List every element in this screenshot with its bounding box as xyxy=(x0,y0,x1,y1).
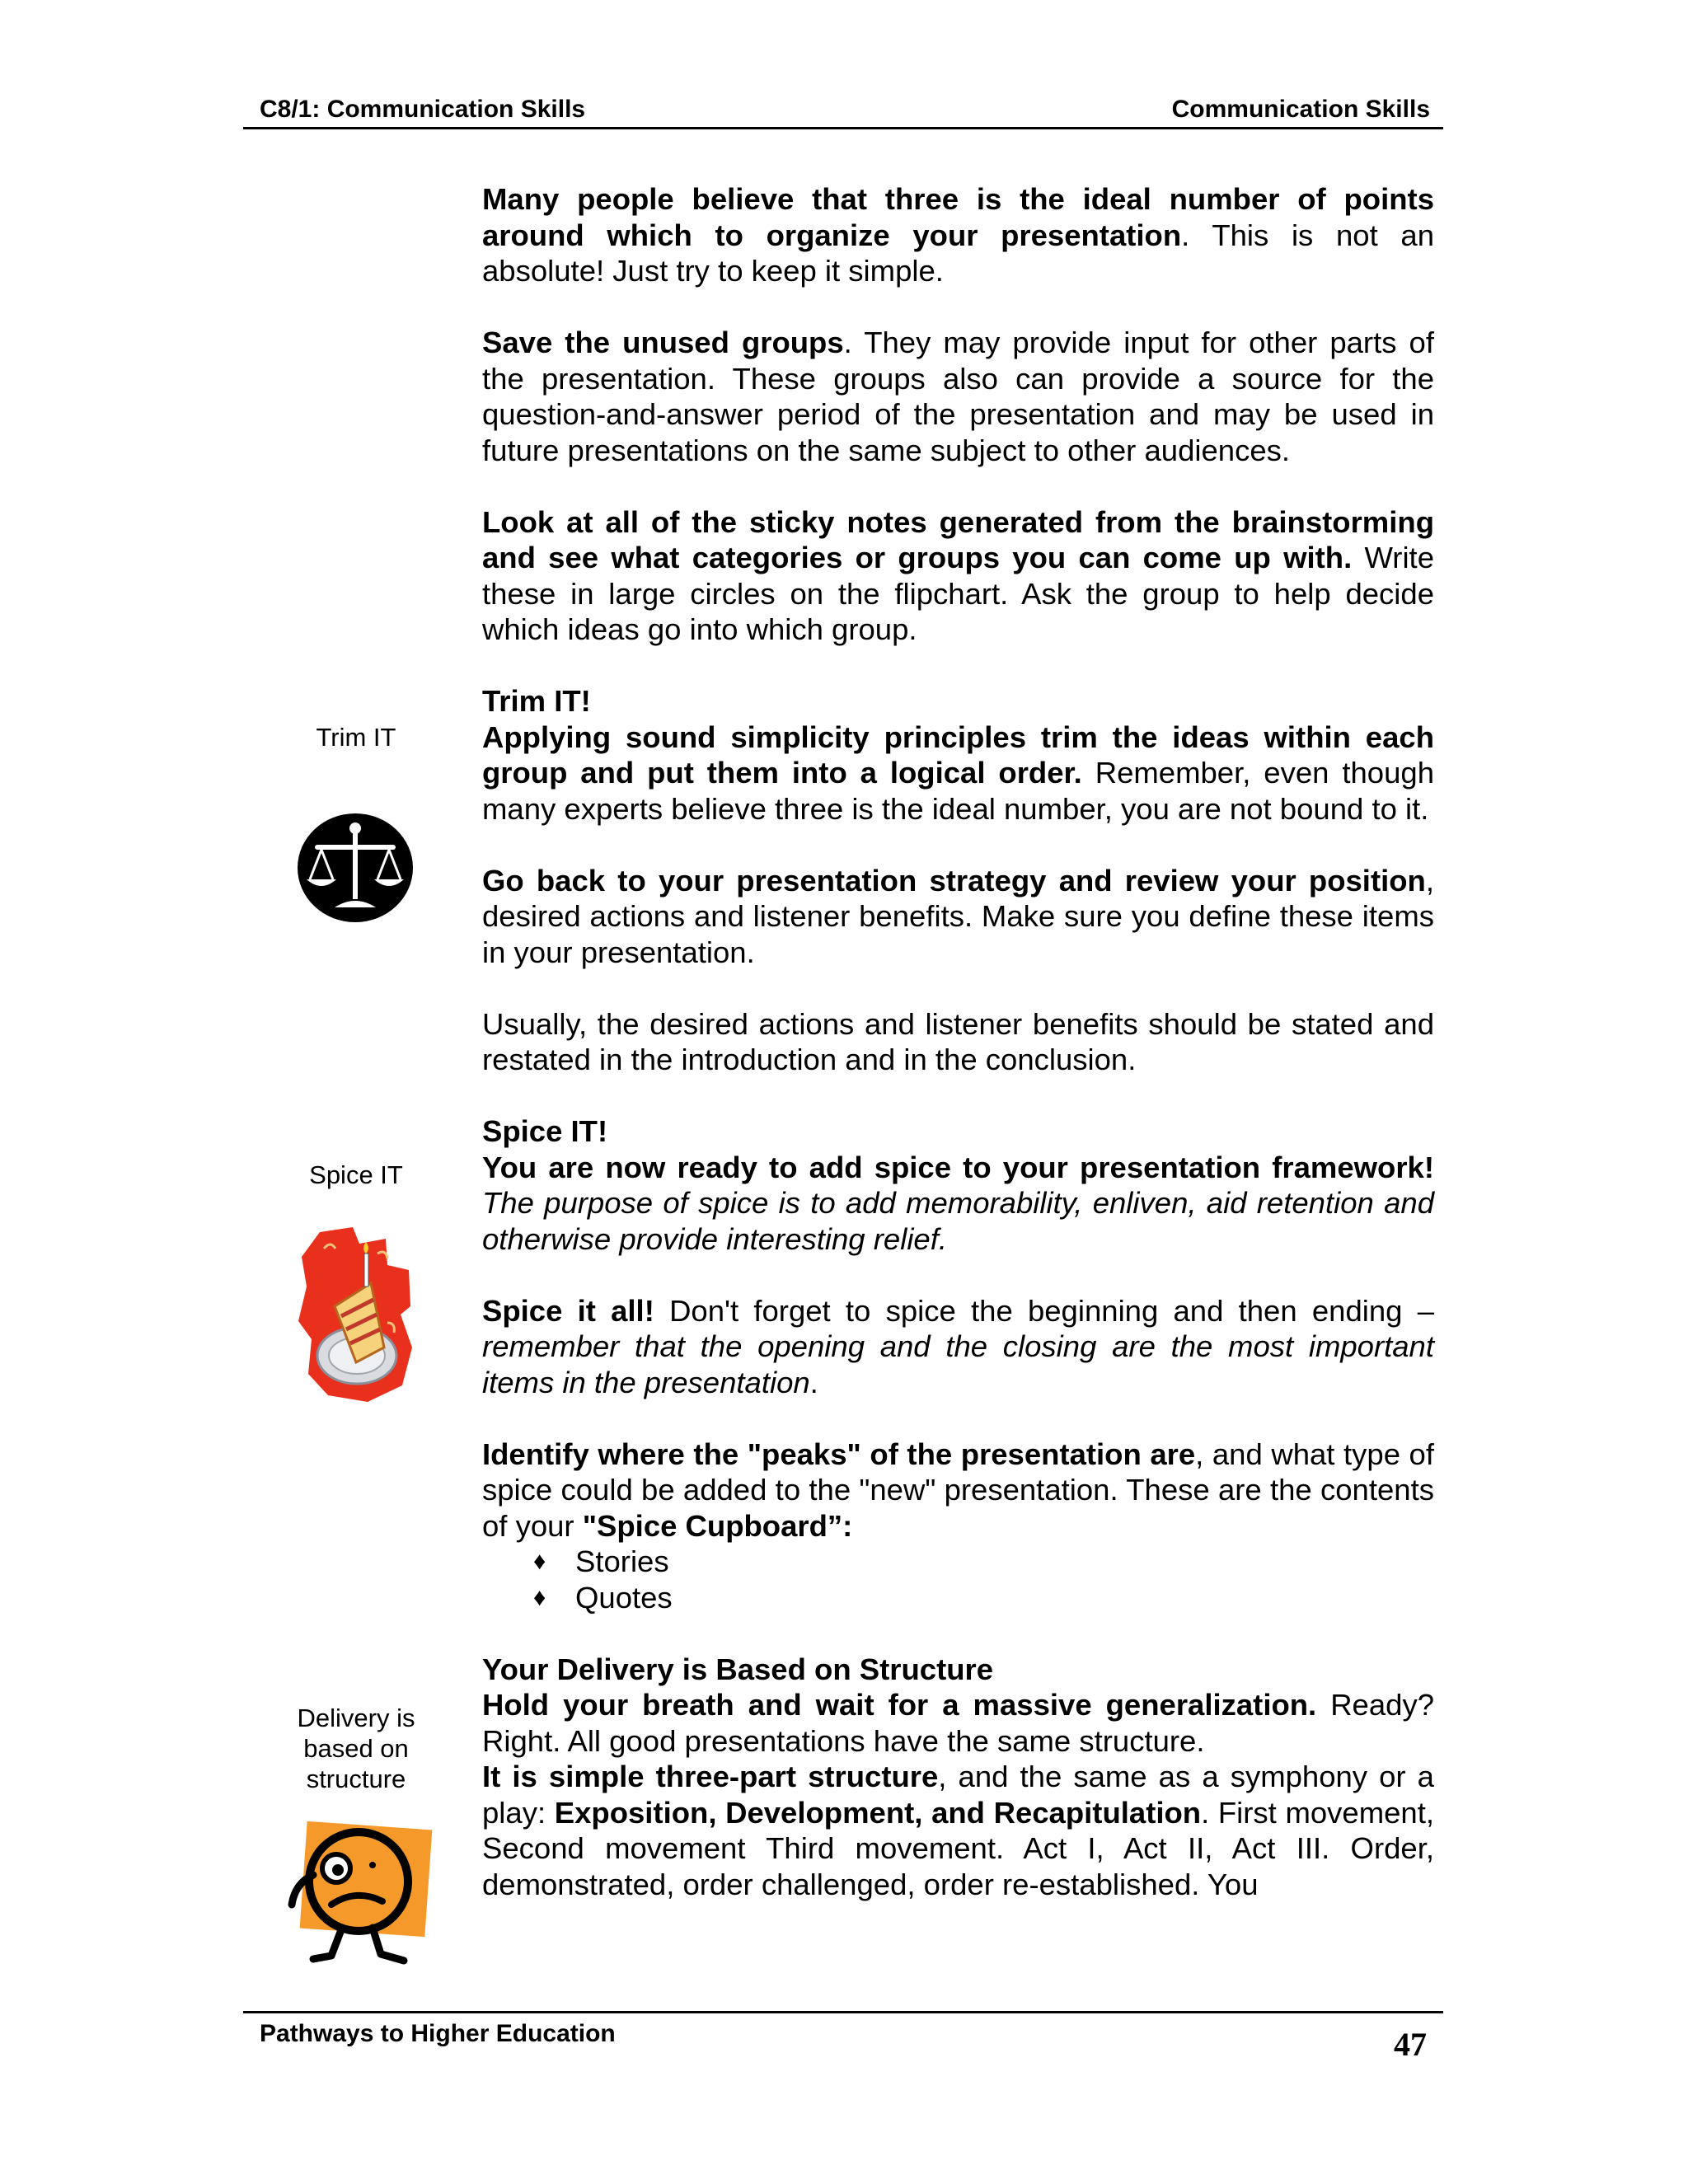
balance-scale-icon xyxy=(297,812,414,927)
worried-face-character-icon xyxy=(280,1817,437,1974)
sidebar-spice-label: Spice IT xyxy=(309,1160,403,1189)
paragraph-sticky-notes: Look at all of the sticky notes generated from the brainstorming and see what categories or groups you can come up with. Write these in large circles on the flipchart. Ask the group to help decide which ideas go into which group. xyxy=(482,504,1434,646)
paragraph-strategy: Go back to your presentation strategy and review your position, desired actions and listener benefits. Make sure you define these items in your presentation. xyxy=(482,863,1434,969)
paragraph-three-part-structure: It is simple three-part structure, and the same as a symphony or a play: Exposition, Development, and Recapitulation. First movement, Second movement Third movement. Act I, Act II, Act III. Order, demonstrated, order challenged, order re-established. You xyxy=(482,1760,1434,1901)
heading-delivery-structure: Your Delivery is Based on Structure xyxy=(482,1652,994,1686)
list-item: ♦ Quotes xyxy=(533,1580,673,1615)
paragraph-simplicity: Applying sound simplicity principles trim the ideas within each group and put them into a logical order. Remember, even though many experts believe three is the ideal number, you are not bound to it. xyxy=(482,719,1434,826)
heading-trim-it: Trim IT! xyxy=(482,684,591,718)
paragraph-generalization: Hold your breath and wait for a massive generalization. Ready? Right. All good presentations have the same structure. xyxy=(482,1688,1435,1758)
spice-cupboard-list xyxy=(482,1544,1434,1615)
main-content xyxy=(482,181,1434,1902)
list-item: ♦ Stories xyxy=(533,1544,669,1578)
diamond-bullet-icon: ♦ xyxy=(533,1583,546,1611)
page-footer xyxy=(243,2011,1443,2071)
paragraph-three-points: Many people believe that three is the ideal number of points around which to organize your presentation. This is not an absolute! Just try to keep it simple. xyxy=(482,182,1434,288)
header-course-code: C8/1: Communication Skills xyxy=(260,96,586,123)
paragraph-spice-all: Spice it all! Don't forget to spice the beginning and then ending – remember that the opening and the closing are the most important items in the presentation. xyxy=(482,1293,1434,1399)
page-number: 47 xyxy=(1394,2026,1427,2063)
sidebar-trim-label: Trim IT xyxy=(316,723,396,752)
sidebar-delivery-label-2: based on xyxy=(303,1734,409,1763)
footer-title: Pathways to Higher Education xyxy=(260,2020,616,2047)
heading-spice-it: Spice IT! xyxy=(482,1114,608,1148)
page-header xyxy=(243,92,1443,129)
diamond-bullet-icon: ♦ xyxy=(533,1548,546,1575)
sidebar-delivery-label-1: Delivery is xyxy=(297,1704,415,1732)
sidebar-delivery-label-3: structure xyxy=(306,1765,406,1793)
paragraph-add-spice: You are now ready to add spice to your presentation framework! The purpose of spice is to add memorability, enliven, aid retention and otherwise provide interesting relief. xyxy=(482,1150,1434,1256)
header-section-title: Communication Skills xyxy=(1171,96,1430,123)
paragraph-restated: Usually, the desired actions and listener benefits should be stated and restated in the introduction and in the conclusion. xyxy=(482,1006,1434,1076)
birthday-cake-icon xyxy=(295,1224,419,1409)
paragraph-unused-groups: Save the unused groups. They may provide input for other parts of the presentation. These groups also can provide a source for the question-and-answer period of the presentation and may be used in future presentations on the same subject to other audiences. xyxy=(482,326,1434,467)
paragraph-peaks: Identify where the "peaks" of the presentation are, and what type of spice could be added to the "new" presentation. These are the contents of your "Spice Cupboard”: xyxy=(482,1436,1434,1543)
